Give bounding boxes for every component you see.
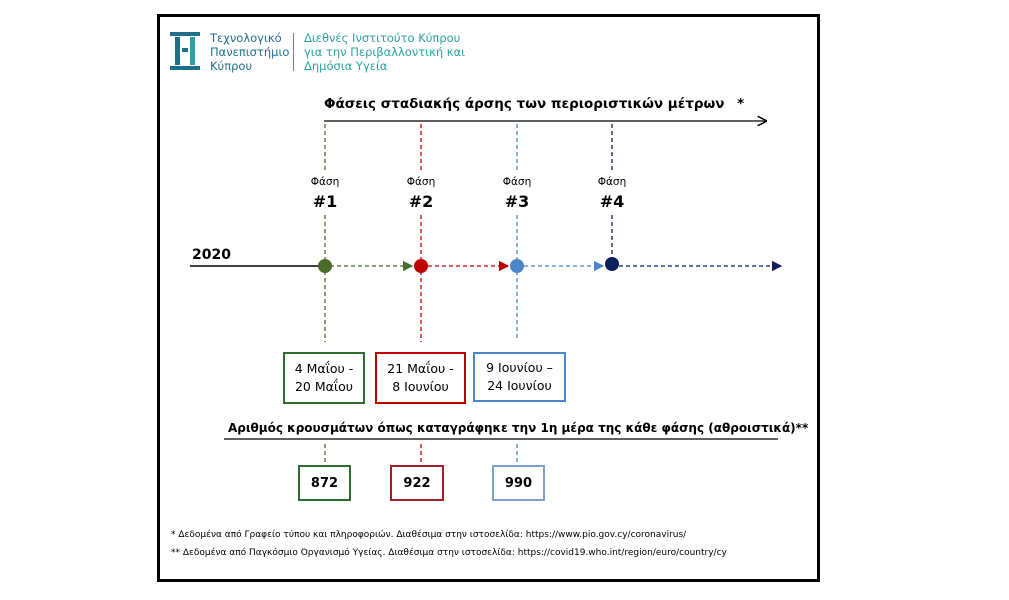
phase-2-number: #2 (408, 192, 434, 211)
footnote-1: * Δεδομένα από Γραφείο τύπου και πληροφοριών. Διαθέσιμα στην ιστοσελίδα: https://www.pio.gov.cy/coronavirus/ (171, 530, 687, 540)
phase-3-start-date: 9 Ιουνίου – (486, 360, 553, 375)
institute-name-line: Διεθνές Ινστιτούτο Κύπρου (304, 31, 461, 45)
institute-name-line: για την Περιβαλλοντική και (304, 45, 466, 59)
phase-4-dot (605, 257, 619, 271)
university-name-line: Κύπρου (210, 59, 253, 73)
phase-1-cases: 872 (298, 465, 351, 501)
phase-3-number: #3 (504, 192, 530, 211)
phase-2-cases: 922 (390, 465, 444, 501)
university-name-line: Τεχνολογικό (210, 31, 282, 45)
cases-title: Αριθμός κρουσμάτων όπως καταγράφηκε την 1η μέρα της κάθε φάσης (αθροιστικά)** (228, 421, 809, 435)
phase-4-number: #4 (599, 192, 625, 211)
phase-1-word: Φάση (310, 176, 340, 188)
phase-1-end-date: 20 Μαΐου (294, 379, 353, 394)
phase-3-dot (510, 259, 524, 273)
phase-3-word: Φάση (502, 176, 532, 188)
phase-1-start-date: 4 Μαΐου - (294, 361, 354, 376)
phase-1-number: #1 (312, 192, 338, 211)
phase-2-dates (375, 352, 466, 404)
footnote-2: ** Δεδομένα από Παγκόσμιο Οργανισμό Υγείας. Διαθέσιμα στην ιστοσελίδα: https://covid19.who.int/region/euro/country/cy (171, 548, 727, 558)
year-label: 2020 (192, 247, 231, 263)
phase-3-dates (473, 352, 566, 402)
phase-4-word: Φάση (597, 176, 627, 188)
title-footnote-mark: * (737, 96, 745, 112)
title-text: Φάσεις σταδιακής άρσης των περιοριστικών μέτρων (324, 96, 725, 112)
phase-2-start-date: 21 Μαΐου - (387, 361, 454, 376)
phase-2-word: Φάση (406, 176, 436, 188)
university-name-line: Πανεπιστήμιο (210, 45, 290, 59)
phase-1-dates (283, 352, 365, 404)
phase-2-dot (414, 259, 428, 273)
phase-3-cases: 990 (492, 465, 545, 501)
phase-3-end-date: 24 Ιουνίου (487, 378, 552, 393)
phase-2-end-date: 8 Ιουνίου (392, 379, 449, 394)
phase-1-dot (318, 259, 332, 273)
institute-name-line: Δημόσια Υγεία (304, 59, 388, 73)
